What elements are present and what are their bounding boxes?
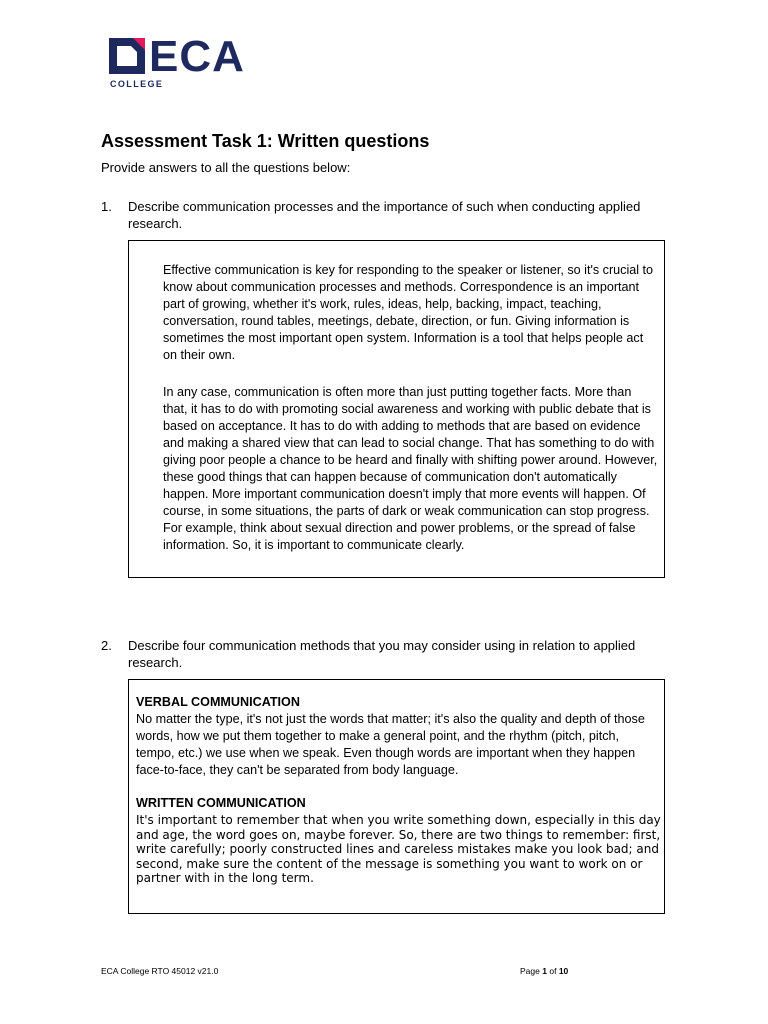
question-text: Describe four communication methods that you may consider using in relation to applied research. <box>128 638 636 670</box>
question-text: Describe communication processes and the importance of such when conducting applied research. <box>128 199 641 231</box>
section-heading-written: WRITTEN COMMUNICATION <box>136 796 306 810</box>
answer-paragraph: In any case, communication is often more than just putting together facts. More than that, it has to do with promoting social awareness and working with public debate that is based on acceptance. It has to do with adding to methods that are based on evidence and making a shared view that can lead to social change. That has something to do with giving poor people a chance to be heard and finally with shifting power around. However, these good things that can happen because of communication don't automatically happen. More important communication doesn't imply that more events will happen. Of course, in some situations, the parts of dark or weak communication can stop progress. For example, think about sexual direction and power problems, or the spread of false information. So, it is important to communicate clearly. <box>163 385 658 552</box>
eca-college-logo <box>109 32 279 92</box>
question-number: 1. <box>101 199 112 214</box>
answer-box-2[interactable] <box>128 679 665 914</box>
page-current: 1 <box>542 966 547 976</box>
answer-paragraph: Effective communication is key for responding to the speaker or listener, so it's crucial to know about communication processes and methods. Correspondence is an important part of growing, whether it's work, rules, ideas, help, backing, impact, teaching, conversation, round tables, meetings, debate, direction, or fun. Giving information is sometimes the most important open system. Information is a tool that helps people act on their own. <box>163 263 654 362</box>
question-number: 2. <box>101 638 112 653</box>
footer-page-number <box>520 966 568 976</box>
footer-rto: ECA College RTO 45012 v21.0 <box>101 966 219 976</box>
answer-box-1[interactable] <box>128 240 665 578</box>
logo-subtitle: COLLEGE <box>110 79 164 89</box>
section-heading-verbal: VERBAL COMMUNICATION <box>136 695 300 709</box>
page-total: 10 <box>558 966 569 976</box>
page-label: Page <box>520 966 540 976</box>
section-body-verbal: No matter the type, it's not just the words that matter; it's also the quality and depth of those words, how we put them together to make a general point, and the rhythm (pitch, pitch, tempo, etc.) we use when we speak. Even though words are important when they happen face-to-face, they can't be separated from body language. <box>136 712 645 777</box>
page-of: of <box>549 966 557 976</box>
section-body-written: It's important to remember that when you write something down, especially in this day and age, the word goes on, maybe forever. So, there are two things to remember: first, write carefully; poorly constructed lines and careless mistakes make you look bad; and second, make sure the content of the message is something you want to work on or partner with in the long term. <box>136 813 661 886</box>
logo-mark-icon <box>109 38 145 74</box>
page-title: Assessment Task 1: Written questions <box>101 131 430 151</box>
instructions: Provide answers to all the questions below: <box>101 160 351 175</box>
logo-wordmark: ECA <box>149 32 245 81</box>
